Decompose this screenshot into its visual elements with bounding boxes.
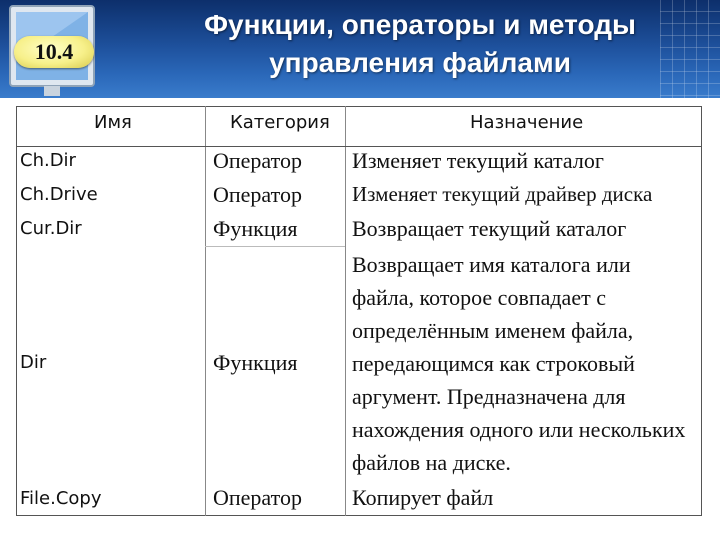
row-name: Ch.Drive	[20, 184, 98, 205]
column-header-name: Имя	[94, 112, 132, 133]
header-divider	[16, 146, 702, 147]
title-line-2: управления файлами	[269, 47, 571, 78]
row-name: Cur.Dir	[20, 218, 82, 239]
column-divider	[345, 106, 346, 516]
page-title	[140, 6, 700, 82]
row-name: File.Copy	[20, 488, 102, 509]
row-purpose: Изменяет текущий драйвер диска	[352, 182, 653, 206]
row-purpose: Копирует файл	[352, 485, 494, 510]
row-category: Оператор	[213, 182, 302, 207]
row-category: Оператор	[213, 485, 302, 510]
row-purpose: Возвращает текущий каталог	[352, 216, 627, 241]
row-name: Dir	[20, 352, 47, 373]
row-divider	[205, 246, 345, 247]
row-category: Функция	[213, 350, 298, 375]
title-line-1: Функции, операторы и методы	[204, 9, 636, 40]
column-header-category: Категория	[230, 112, 330, 133]
slide-header	[0, 0, 720, 98]
row-purpose: Возвращает имя каталога или файла, которое совпадает с определённым именем файла, передающимся как строковый аргумент. Предназначена для нахождения одного или нескольких файлов на диске.	[352, 252, 686, 475]
row-purpose: Изменяет текущий каталог	[352, 148, 604, 173]
row-name: Ch.Dir	[20, 150, 76, 171]
column-divider	[205, 106, 206, 516]
row-category: Оператор	[213, 148, 302, 173]
section-badge: 10.4	[14, 36, 94, 68]
column-header-purpose: Назначение	[470, 112, 584, 133]
row-category: Функция	[213, 216, 298, 241]
